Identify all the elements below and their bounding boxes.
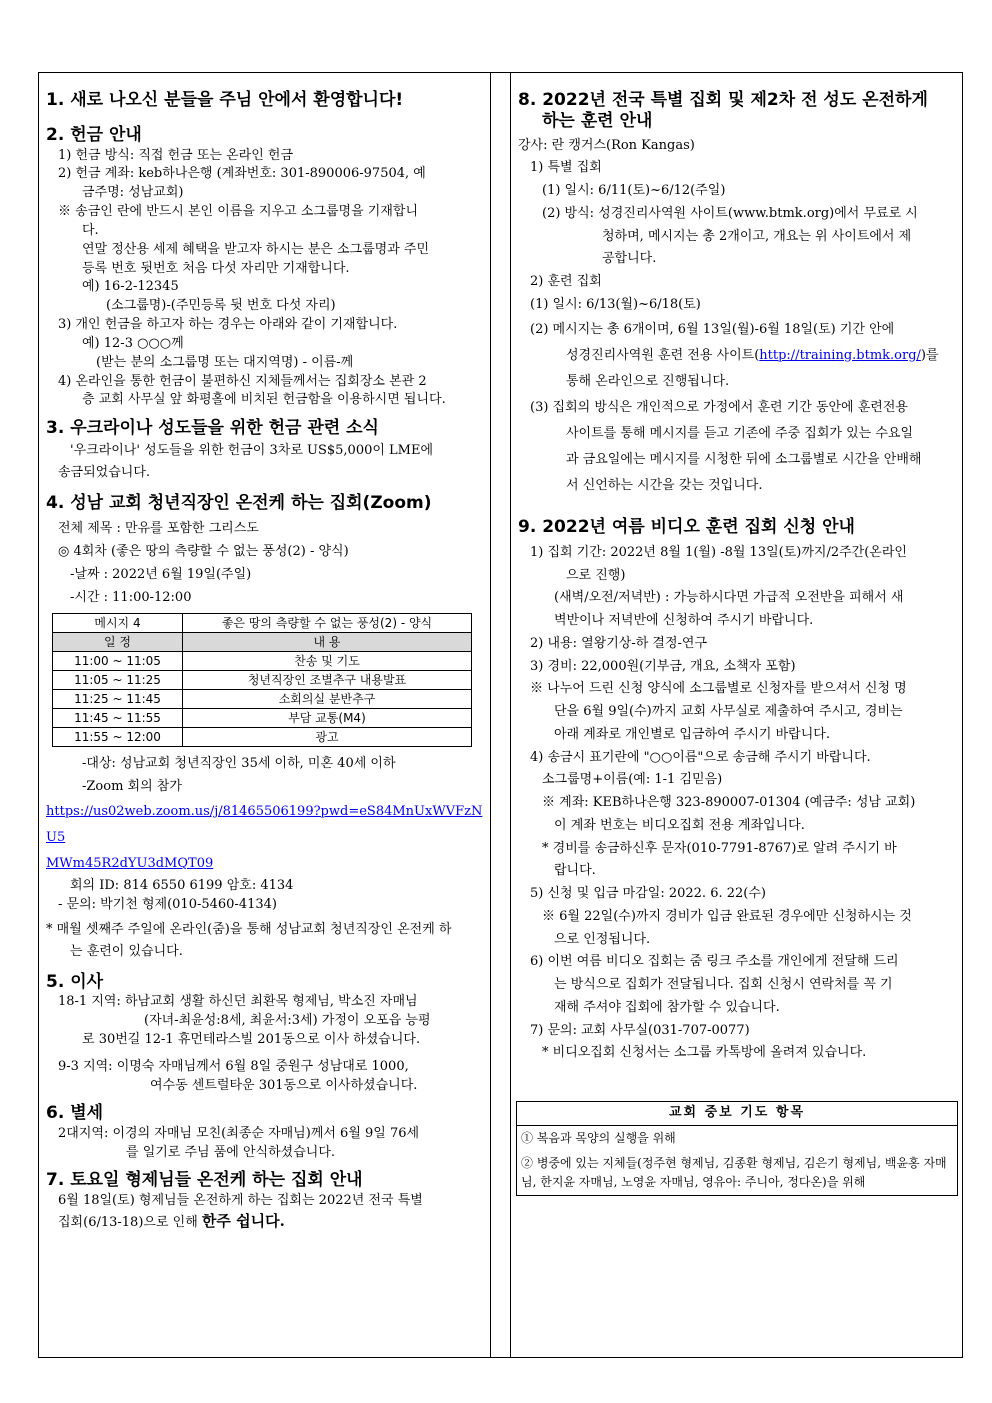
table-cell: 11:55 ~ 12:00 — [53, 728, 183, 747]
table-row — [53, 671, 472, 690]
table-cell: 11:45 ~ 11:55 — [53, 709, 183, 728]
section-saturday-meeting — [46, 1170, 484, 1232]
table-header-cell: 메시지 4 — [53, 614, 183, 633]
table-cell: 광고 — [183, 728, 472, 747]
text-line: ※ 6월 22일(수)까지 경비가 입금 완료된 경우에만 신청하시는 것 — [542, 908, 912, 924]
note-line: 는 훈련이 있습니다. — [70, 944, 183, 960]
text-line: -시간 : 11:00-12:00 — [70, 589, 192, 605]
text-line: 1) 특별 집회 — [530, 160, 602, 176]
column-divider-left — [490, 72, 491, 1358]
prayer-box-title: 교회 중보 기도 항목 — [517, 1102, 957, 1126]
text-line: 2대지역: 이경의 자매님 모친(최종순 자매님)께서 6월 9일 76세 — [58, 1125, 420, 1141]
text-line: ※ 송금인 란에 반드시 본인 이름을 지우고 소그룹명을 기재합니 — [58, 204, 419, 220]
text-line: -Zoom 회의 참가 — [82, 779, 182, 795]
text-line: 9-3 지역: 이명숙 자매님께서 6월 8일 중원구 성남대로 1000, — [58, 1058, 409, 1074]
text-line: 18-1 지역: 하남교회 생활 하신던 최환목 형제님, 박소진 자매님 — [58, 994, 418, 1010]
text-line: 다. — [82, 222, 99, 238]
text-line: 아래 계좌로 개인별로 입금하여 주시기 바랍니다. — [554, 726, 830, 742]
text-line: * 경비를 송금하신후 문자(010-7791-8767)로 알려 주시기 바 — [542, 840, 897, 856]
table-row — [53, 709, 472, 728]
text-line: 벽반이나 저녁반에 신청하여 주시기 바랍니다. — [554, 613, 814, 628]
text-line: 연말 정산용 세제 혜택을 받고자 하시는 분은 소그룹명과 주민 — [82, 241, 430, 257]
text-line: 여수동 센트럴타운 301동으로 이사하셨습니다. — [150, 1077, 418, 1093]
section-welcome — [46, 90, 484, 111]
training-site-link[interactable]: http://training.btmk.org/ — [759, 347, 921, 363]
table-header-cell: 내 용 — [183, 633, 472, 652]
text-line: ※ 나누어 드린 신청 양식에 소그룹별로 신청자를 받으셔서 신청 명 — [530, 681, 907, 697]
section-special-conference — [518, 90, 958, 499]
text-line: 단을 6월 9일(수)까지 교회 사무실로 제출하여 주시고, 경비는 — [554, 704, 903, 719]
text-line: 금주명: 성남교회) — [82, 185, 184, 201]
text-line: '우크라이나' 성도들을 위한 헌금이 3차로 US$5,000이 LME에 — [70, 442, 434, 458]
text-line: (새벽/오전/저녁반) : 가능하시다면 가급적 오전반을 피해서 새 — [554, 590, 904, 606]
text-line: (소그룹명)-(주민등록 뒷 번호 다섯 자리) — [106, 298, 336, 314]
table-row — [53, 652, 472, 671]
table-header-row — [53, 614, 472, 633]
text-line: 1) 집회 기간: 2022년 8월 1(월) -8월 13일(토)까지/2주간(온라인 — [530, 544, 907, 560]
text-line: 강사: 란 캥거스(Ron Kangas) — [518, 137, 695, 153]
text-line: 전체 제목 : 만유를 포함한 그리스도 — [58, 521, 259, 537]
text-line: (3) 집회의 방식은 개인적으로 가정에서 훈련 기간 동안에 훈련전용 — [530, 399, 908, 415]
meeting-id: 회의 ID: 814 6550 6199 암호: 4134 — [70, 877, 294, 893]
text-line: 를 일기로 주님 품에 안식하셨습니다. — [126, 1144, 336, 1160]
text-line: 소그룹명+이름(예: 1-1 김믿음) — [542, 772, 723, 788]
text-line: 2) 내용: 열왕기상-하 결정-연구 — [530, 635, 708, 651]
text-line: 로 30번길 12-1 휴먼테라스빌 201동으로 이사 하셨습니다. — [82, 1031, 421, 1047]
text-line — [518, 343, 958, 369]
text-line: ※ 계좌: KEB하나은행 323-890007-01304 (예금주: 성남 교회) — [542, 795, 916, 810]
table-cell: 소회의실 분반추구 — [183, 690, 472, 709]
text-line: 이 계좌 번호는 비디오집회 전용 계좌입니다. — [554, 817, 805, 833]
section-title: 6. 별세 — [46, 1103, 104, 1124]
contact: - 문의: 박기천 형제(010-5460-4134) — [58, 896, 277, 912]
text-line: 6) 이번 여름 비디오 집회는 줌 링크 주소를 개인에게 전달해 드리 — [530, 954, 899, 970]
section-passing — [46, 1103, 484, 1162]
text-line: 예) 12-3 ○○○께 — [82, 335, 184, 351]
text-line: (2) 메시지는 총 6개이며, 6월 13일(월)-6월 18일(토) 기간 안에 — [530, 321, 895, 337]
text-line: (받는 분의 소그룹명 또는 대지역명) - 이름-께 — [96, 354, 354, 370]
text-line: 예) 16-2-12345 — [82, 279, 179, 295]
table-cell: 11:05 ~ 11:25 — [53, 671, 183, 690]
table-cell: 11:25 ~ 11:45 — [53, 690, 183, 709]
note-line: * 매월 셋째주 주일에 온라인(줌)을 통해 성남교회 청년직장인 온전케 하 — [46, 921, 452, 937]
table-row — [53, 728, 472, 747]
table-cell: 11:00 ~ 11:05 — [53, 652, 183, 671]
section-title: 1. 새로 나오신 분들을 주님 안에서 환영합니다! — [46, 90, 404, 110]
text-line: 사이트를 통해 메시지를 듣고 기존에 주중 집회가 있는 수요일 — [566, 425, 914, 441]
text-line: 2) 헌금 계좌: keb하나은행 (계좌번호: 301-890006-97504, 예 — [58, 166, 426, 182]
table-header-cell: 일 정 — [53, 633, 183, 652]
section-title: 3. 우크라이나 성도들을 위한 헌금 관련 소식 — [46, 418, 379, 439]
emphasis-text: 한주 쉽니다. — [201, 1211, 285, 1230]
text-line: 으로 인정됩니다. — [554, 931, 651, 947]
text-line: (자녀-최윤성:8세, 최윤서:3세) 가정이 오포읍 능평 — [144, 1013, 431, 1029]
text-line: * 비디오집회 신청서는 소그룹 카톡방에 올려져 있습니다. — [542, 1045, 867, 1061]
table-cell: 청년직장인 조별추구 내용발표 — [183, 671, 472, 690]
text-span: 집회(6/13-18)으로 인해 — [58, 1214, 202, 1230]
text-line: 서 신언하는 시간을 갖는 것입니다. — [566, 477, 763, 493]
text-line: (1) 일시: 6/13(월)~6/18(토) — [530, 296, 701, 312]
text-line: 과 금요일에는 메시지를 시청한 뒤에 소그룹별로 시간을 안배해 — [566, 451, 922, 467]
text-line: 1) 헌금 방식: 직접 헌금 또는 온라인 헌금 — [58, 147, 294, 163]
text-line: 6월 18일(토) 형제님들 온전하게 하는 집회는 2022년 전국 특별 — [58, 1192, 423, 1208]
section-title: 9. 2022년 여름 비디오 훈련 집회 신청 안내 — [518, 516, 855, 537]
prayer-items-box — [516, 1101, 958, 1196]
text-line: (1) 일시: 6/11(토)~6/12(주일) — [542, 183, 726, 198]
text-line: 는 방식으로 집회가 전달됩니다. 집회 신청시 연락처를 꼭 기 — [554, 977, 893, 992]
table-cell: 찬송 및 기도 — [183, 652, 472, 671]
column-divider-right — [510, 72, 511, 1358]
section-title: 5. 이사 — [46, 972, 104, 992]
text-line: 3) 개인 헌금을 하고자 하는 경우는 아래와 같이 기재합니다. — [58, 317, 398, 333]
section-title-continued: 하는 훈련 안내 — [542, 111, 653, 132]
text-line: 통해 온라인으로 진행됩니다. — [566, 373, 730, 389]
section-title: 7. 토요일 형제님들 온전케 하는 집회 안내 — [46, 1170, 363, 1191]
prayer-item: ② 병중에 있는 지체들(정주현 형제님, 김종환 형제님, 김은기 형제님, 백윤홍 자매님, 한지윤 자매님, 노영윤 자매님, 영유아: 주니아, 정다온)을 위해 — [521, 1156, 947, 1190]
text-line: -대상: 성남교회 청년직장인 35세 이하, 미혼 40세 이하 — [82, 756, 396, 772]
text-line: 2) 훈련 집회 — [530, 274, 602, 289]
text-line: -날짜 : 2022년 6월 19일(주일) — [70, 566, 252, 582]
text-line: 등록 번호 뒷번호 처음 다섯 자리만 기재합니다. — [82, 260, 350, 276]
table-row — [53, 690, 472, 709]
text-line: 송금되었습니다. — [58, 465, 151, 481]
table-subheader-row — [53, 633, 472, 652]
text-line: 청하며, 메시지는 총 2개이고, 개요는 위 사이트에서 제 — [602, 228, 912, 244]
table-header-cell: 좋은 땅의 측량할 수 없는 풍성(2) - 양식 — [183, 614, 472, 633]
section-youth-meeting — [46, 493, 484, 964]
zoom-link[interactable]: https://us02web.zoom.us/j/81465506199?pwd=eS84MnUxWVFzNU5 — [46, 803, 483, 845]
section-summer-video-training — [518, 517, 958, 1066]
section-title: 8. 2022년 전국 특별 집회 및 제2차 전 성도 온전하게 — [518, 90, 928, 110]
section-title: 2. 헌금 안내 — [46, 125, 142, 146]
text-line: ◎ 4회차 (좋은 땅의 측량할 수 없는 풍성(2) - 양식) — [58, 544, 349, 560]
prayer-item: ① 복음과 목양의 실행을 위해 — [521, 1130, 676, 1145]
section-moving — [46, 972, 484, 1095]
right-column — [518, 78, 958, 1196]
section-title: 4. 성남 교회 청년직장인 온전케 하는 집회(Zoom) — [46, 493, 432, 514]
left-column — [46, 78, 484, 1240]
text-line: 5) 신청 및 입금 마감일: 2022. 6. 22(수) — [530, 886, 766, 901]
text-line: 층 교회 사무실 앞 화평홀에 비치된 헌금함을 이용하시면 됩니다. — [82, 392, 446, 408]
zoom-link-continued[interactable]: MWm45R2dYU3dMQT09 — [46, 855, 214, 871]
text-line: 랍니다. — [554, 863, 596, 879]
text-span: )를 — [920, 347, 939, 363]
section-ukraine — [46, 418, 484, 485]
text-span: 성경진리사역원 훈련 전용 사이트( — [566, 347, 760, 363]
text-line: 3) 경비: 22,000원(기부금, 개요, 소책자 포함) — [530, 658, 796, 674]
section-offering — [46, 125, 484, 410]
schedule-table — [52, 613, 472, 747]
table-cell: 부담 교통(M4) — [183, 709, 472, 728]
text-line: 7) 문의: 교회 사무실(031-707-0077) — [530, 1022, 750, 1038]
text-line — [46, 1211, 484, 1233]
text-line: 공합니다. — [602, 251, 657, 267]
text-line: 으로 진행) — [566, 567, 626, 583]
text-line: 재해 주셔야 집회에 참가할 수 있습니다. — [554, 999, 780, 1015]
text-line: 4) 온라인을 통한 헌금이 불편하신 지체들께서는 집회장소 본관 2 — [58, 373, 427, 389]
text-line: 4) 송금시 표기란에 "○○이름"으로 송금해 주시기 바랍니다. — [530, 749, 871, 765]
text-line: (2) 방식: 성경진리사역원 사이트(www.btmk.org)에서 무료로 시 — [542, 205, 918, 221]
